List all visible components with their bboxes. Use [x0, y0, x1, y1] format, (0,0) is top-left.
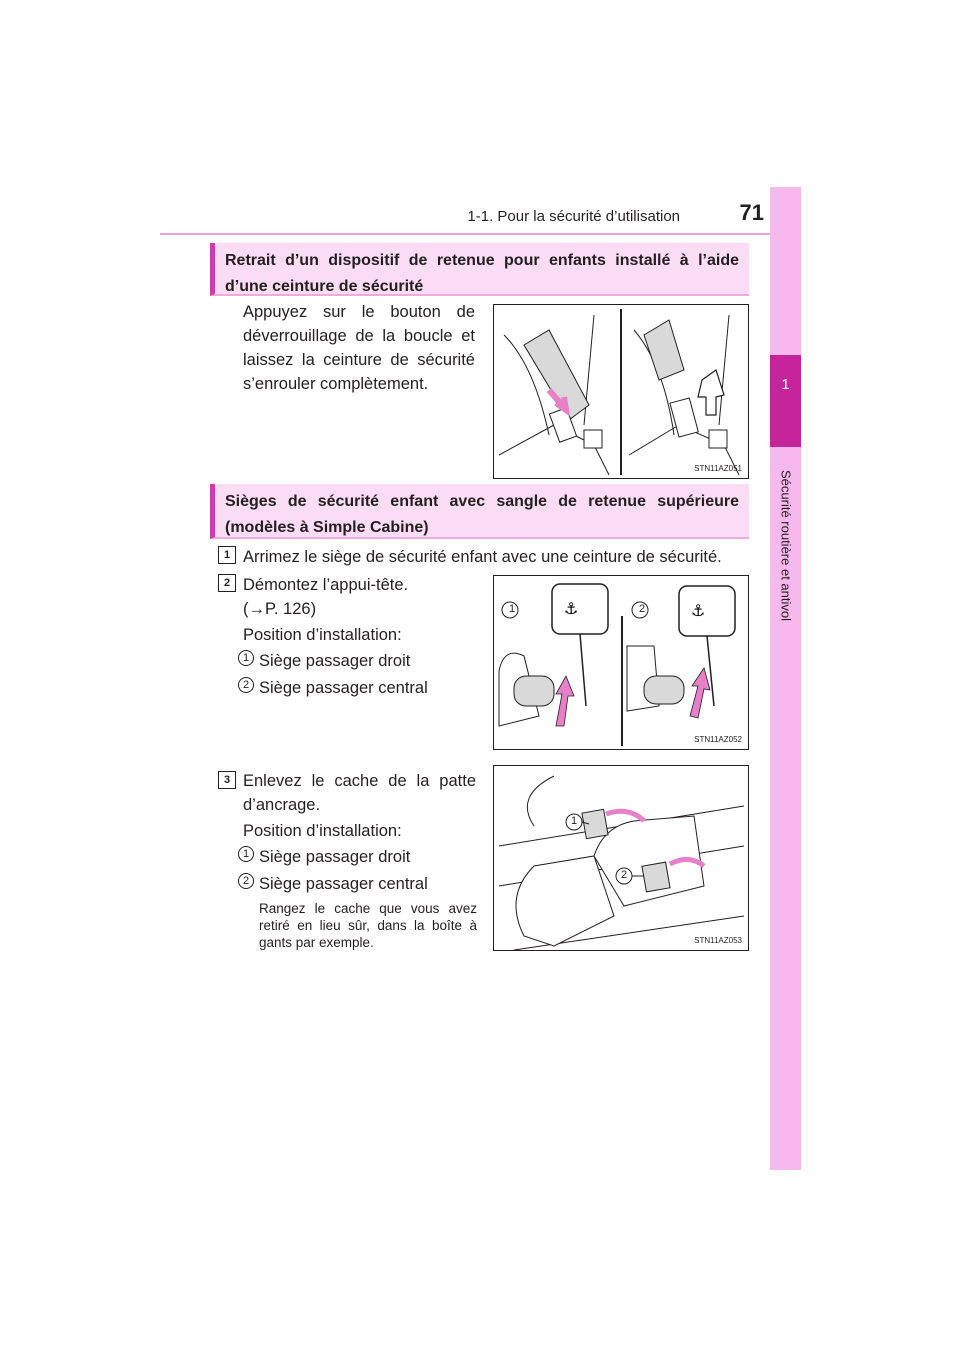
figure-code: STN11AZ051 [694, 464, 742, 473]
section-title-removal [210, 243, 749, 296]
step-3-position-label: Position d’installation: [243, 822, 402, 840]
removal-instructions: Appuyez sur le bouton de déverrouillage de la boucle et laissez la ceinture de sécurité s’enrouler complètement. [243, 303, 475, 393]
figure-anchor-cover [493, 765, 749, 951]
svg-text:⚓: ⚓ [691, 601, 706, 620]
chapter-title-vertical [771, 458, 801, 622]
step-2-text: Démontez l’appui-tête. [243, 576, 409, 594]
section-title-text: Retrait d’un dispositif de retenue pour enfants installé à l’aide d’une ceinture de sécurité [225, 252, 739, 295]
section-title-top-tether [210, 484, 749, 539]
chapter-title-text: Sécurité routière et antivol [778, 469, 794, 622]
position-item-label: Siège passager droit [259, 652, 411, 670]
storage-note: Rangez le cache que vous avez retiré en lieu sûr, dans la boîte à gants par exemple. [259, 901, 477, 950]
position-marker-2: 2 [238, 873, 254, 889]
page-number: 71 [739, 200, 764, 225]
position-item-label: Siège passager central [259, 679, 428, 697]
header-rule [160, 233, 770, 235]
step-1-text: Arrimez le siège de sécurité enfant avec une ceinture de sécurité. [243, 548, 722, 566]
step-3-text: Enlevez le cache de la patte d’ancrage. [243, 772, 476, 814]
svg-text:⚓: ⚓ [564, 599, 579, 618]
anchor-cover-illustration [494, 766, 748, 950]
figure-callout-2: 2 [638, 603, 646, 615]
step-2-page-ref[interactable]: (→P. 126) [243, 600, 317, 618]
step-number-2: 2 [218, 574, 236, 592]
figure-callout-1: 1 [570, 815, 578, 827]
position-marker-1: 1 [238, 650, 254, 666]
figure-code: STN11AZ052 [694, 735, 742, 744]
figure-callout-2: 2 [620, 869, 628, 881]
step-number-1: 1 [218, 546, 236, 564]
step-2-position-label: Position d’installation: [243, 626, 402, 644]
chapter-number-tab: 1 [770, 355, 801, 447]
position-item-label: Siège passager central [259, 875, 428, 893]
figure-headrest-removal [493, 575, 749, 750]
running-header-section: 1-1. Pour la sécurité d’utilisation [467, 208, 680, 225]
headrest-illustration [494, 576, 748, 749]
figure-code: STN11AZ053 [694, 936, 742, 945]
position-marker-1: 1 [238, 846, 254, 862]
position-marker-2: 2 [238, 677, 254, 693]
figure-callout-1: 1 [508, 603, 516, 615]
figure-buckle-release [493, 304, 749, 479]
buckle-illustration [494, 305, 748, 478]
step-number-3: 3 [218, 771, 236, 789]
chapter-side-tab [770, 187, 801, 1170]
position-item-label: Siège passager droit [259, 848, 411, 866]
section-title-text: Sièges de sécurité enfant avec sangle de retenue supérieure (modèles à Simple Cabine) [225, 493, 739, 536]
